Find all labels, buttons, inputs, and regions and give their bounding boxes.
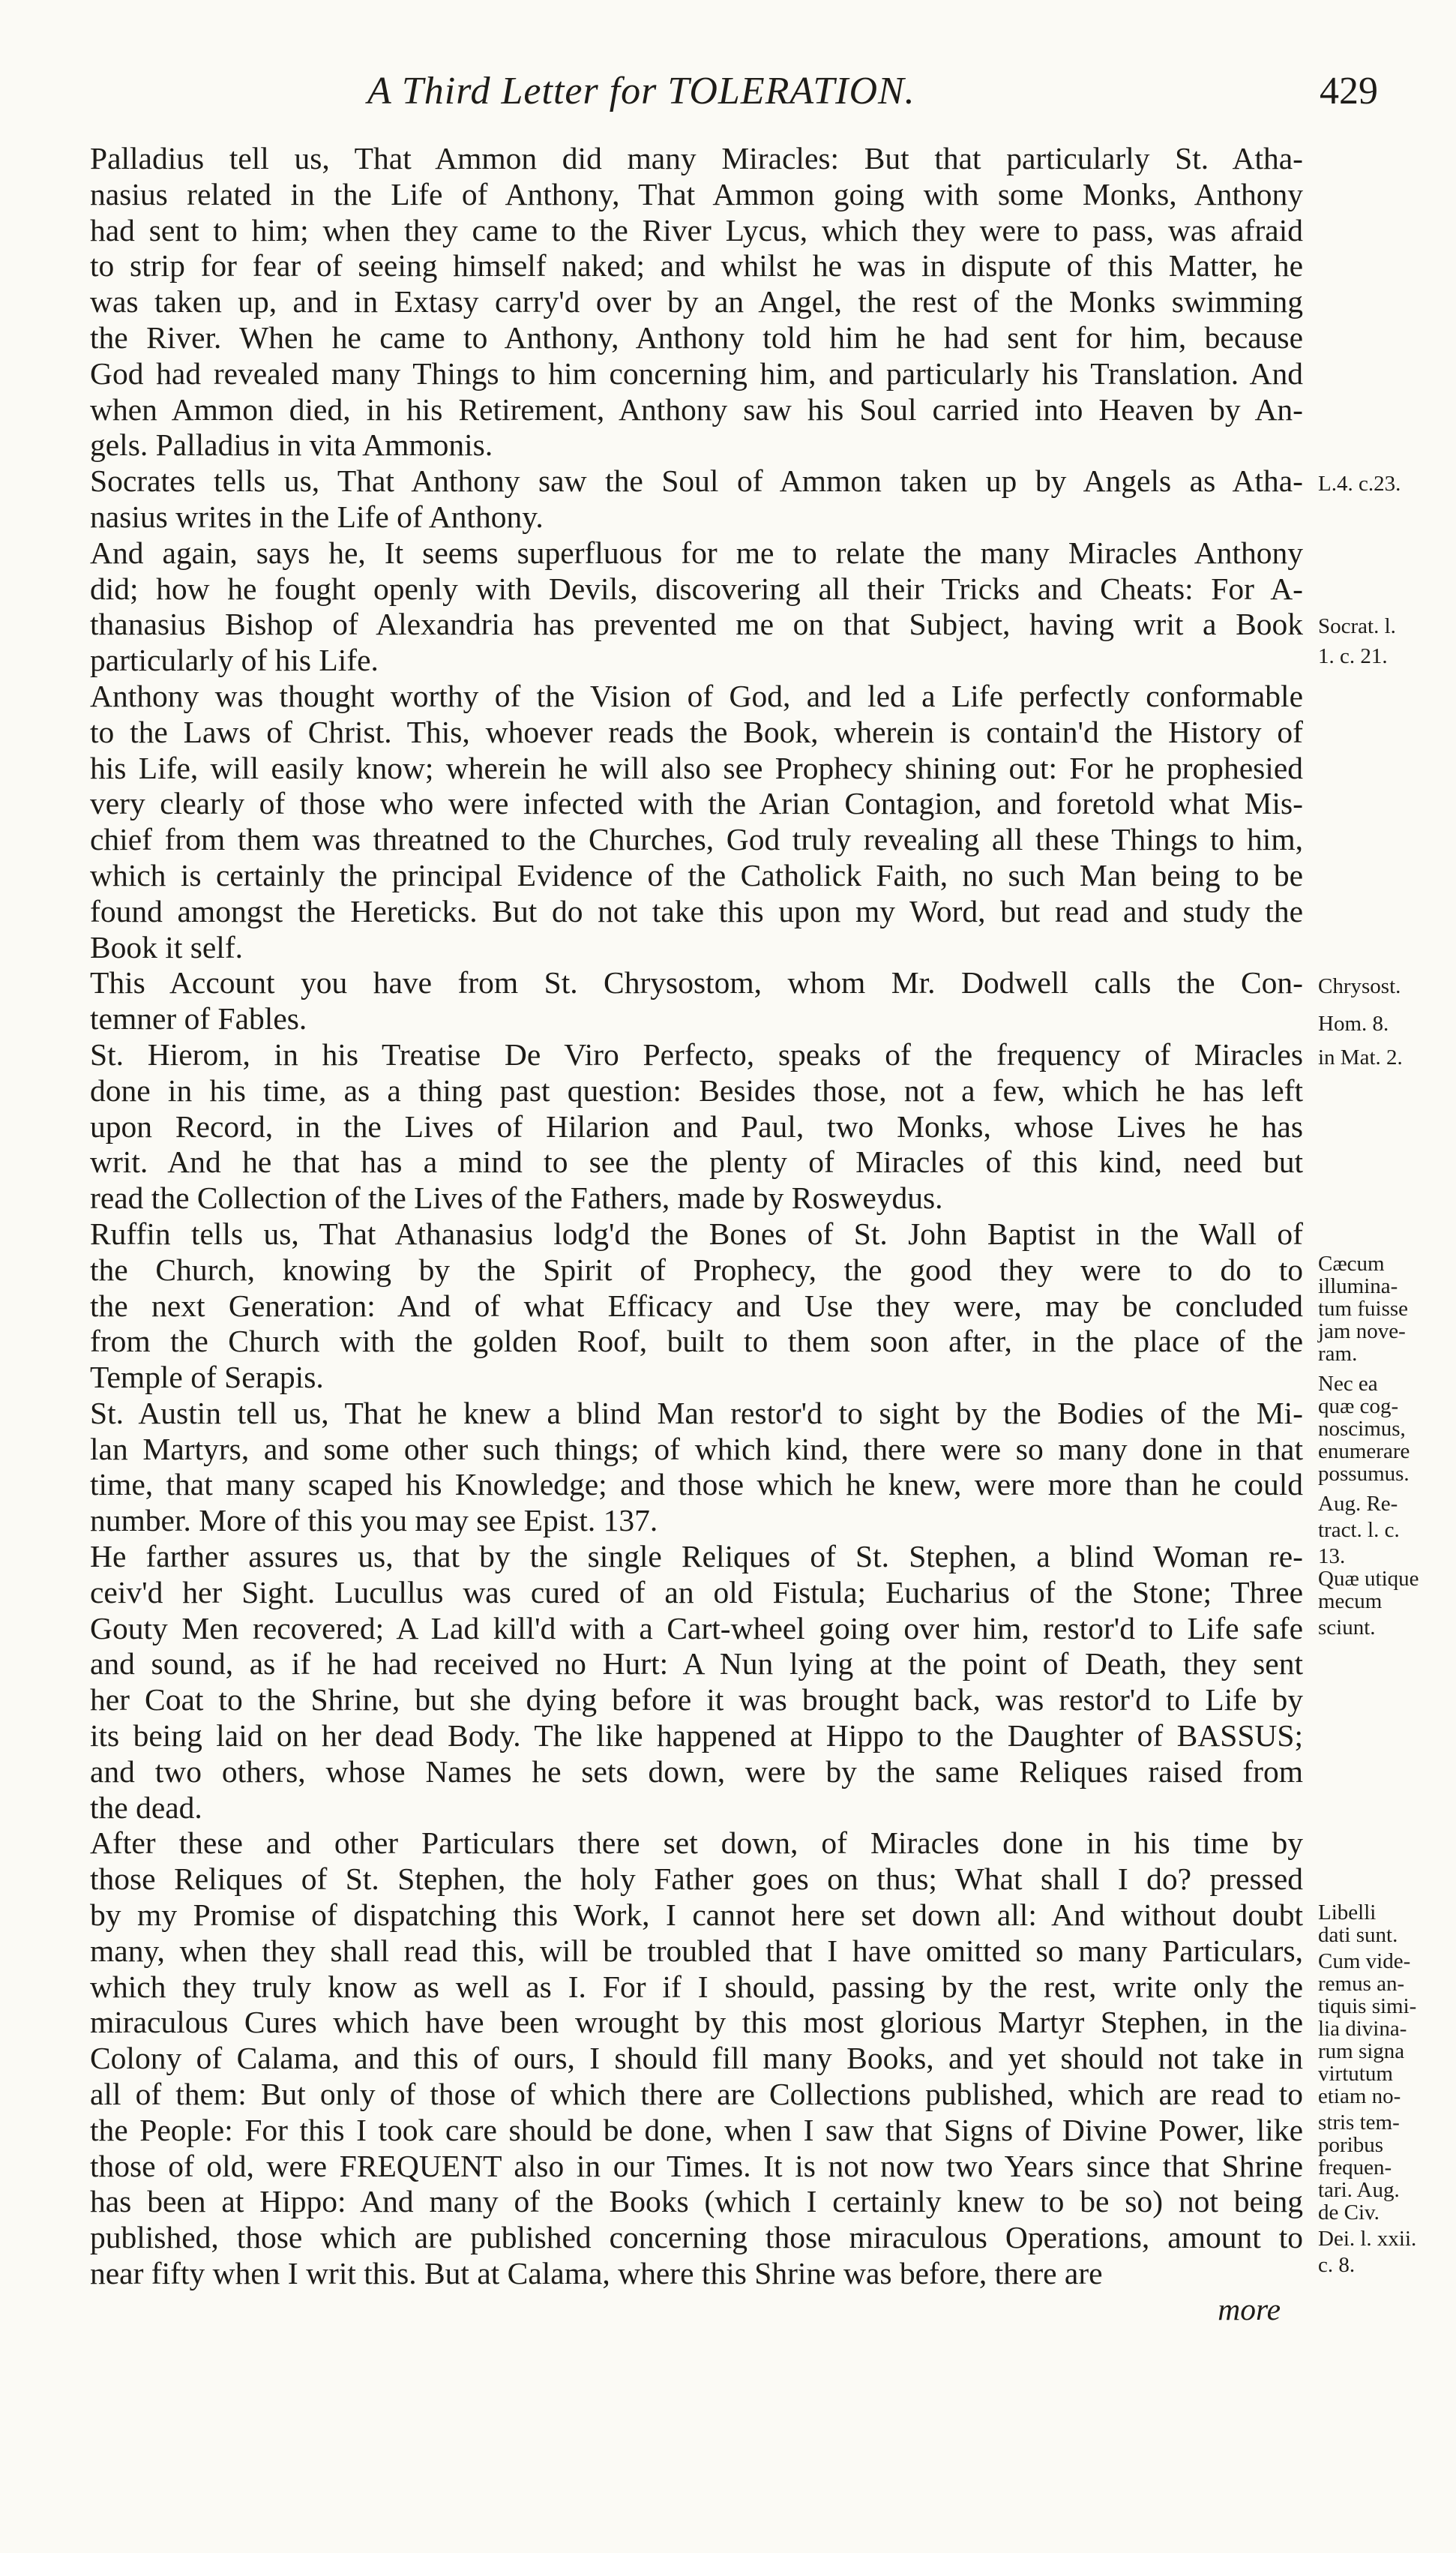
paragraph xyxy=(43,1216,1303,1396)
text-line: the Church, knowing by the Spirit of Prophecy, the good they were to do to xyxy=(90,1252,1303,1287)
margin-note: frequen- xyxy=(1318,2156,1392,2180)
margin-note: c. 8. xyxy=(1318,2253,1356,2277)
margin-note: tari. Aug. xyxy=(1318,2178,1400,2202)
text-line: Colony of Calama, and this of ours, I should fill many Books, and yet should not take in xyxy=(90,2041,1303,2076)
margin-note: 1. c. 21. xyxy=(1318,644,1388,668)
margin-note: jam nove- xyxy=(1318,1319,1406,1343)
text-line: lan Martyrs, and some other such things; of which kind, there were so many done in that xyxy=(90,1431,1303,1466)
text-line: Socrates tells us, That Anthony saw the Soul of Ammon taken up by Angels as Atha- xyxy=(90,464,1303,499)
text-line: published, those which are published concerning those miraculous Operations, amount to xyxy=(90,2220,1303,2255)
margin-note: Cum vide- xyxy=(1318,1949,1411,1973)
margin-note: tiquis simi- xyxy=(1318,1994,1417,2018)
margin-note: Quæ utique xyxy=(1318,1567,1419,1591)
margin-note: tract. l. c. xyxy=(1318,1518,1400,1542)
margin-note: ram. xyxy=(1318,1342,1358,1366)
text-line: to the Laws of Christ. This, whoever reads the Book, wherein is contain'd the History of xyxy=(90,714,1303,749)
running-title: A Third Letter for TOLERATION. xyxy=(367,70,915,112)
text-line: those of old, were FREQUENT also in our Times. It is not now two Years since that Shrine xyxy=(90,2148,1303,2183)
text-line: found amongst the Hereticks. But do not take this upon my Word, but read and study the xyxy=(90,893,1303,928)
text-line: was taken up, and in Extasy carry'd over by an Angel, the rest of the Monks swimming xyxy=(90,284,1303,320)
paragraph xyxy=(43,1826,1303,2291)
text-line: particularly of his Life. xyxy=(90,643,379,678)
text-line: nasius writes in the Life of Anthony. xyxy=(90,499,544,534)
text-line: miraculous Cures which have been wrought by this most glorious Martyr Stephen, in the xyxy=(90,2005,1303,2040)
text-line: After these and other Particulars there set down, of Miracles done in his time by xyxy=(90,1826,1303,1861)
margin-note: de Civ. xyxy=(1318,2200,1380,2224)
text-line: from the Church with the golden Roof, built to them soon after, in the place of the xyxy=(90,1324,1303,1359)
text-line: He farther assures us, that by the single Reliques of St. Stephen, a blind Woman re- xyxy=(90,1539,1303,1574)
margin-note: sciunt. xyxy=(1318,1616,1376,1640)
margin-note: Nec ea xyxy=(1318,1372,1378,1396)
text-line: those Reliques of St. Stephen, the holy Father goes on thus; What shall I do? pressed xyxy=(90,1862,1303,1897)
margin-note: stris tem- xyxy=(1318,2110,1400,2134)
margin-note: illumina- xyxy=(1318,1274,1398,1298)
text-line: This Account you have from St. Chrysostom, whom Mr. Dodwell calls the Con- xyxy=(90,965,1303,1000)
main-text xyxy=(43,141,1303,2511)
margin-note: etiam no- xyxy=(1318,2084,1401,2108)
text-line: gels. Palladius in vita Ammonis. xyxy=(90,428,493,463)
text-line: chief from them was threatned to the Churches, God truly revealing all these Things to him, xyxy=(90,822,1303,857)
text-line: temner of Fables. xyxy=(90,1001,307,1036)
margin-note: Hom. 8. xyxy=(1318,1012,1389,1036)
text-line: Anthony was thought worthy of the Vision of God, and led a Life perfectly conformable xyxy=(90,678,1303,713)
text-line: Gouty Men recovered; A Lad kill'd with a Cart-wheel going over him, restor'd to Life safe xyxy=(90,1610,1303,1646)
text-line: thanasius Bishop of Alexandria has prevented me on that Subject, having writ a Book xyxy=(90,607,1303,642)
text-line: writ. And he that has a mind to see the plenty of Miracles of this kind, need but xyxy=(90,1144,1303,1180)
text-line: time, that many scaped his Knowledge; and those which he knew, were more than he could xyxy=(90,1467,1303,1502)
text-line: Temple of Serapis. xyxy=(90,1360,324,1395)
margin-note: Socrat. l. xyxy=(1318,614,1396,638)
text-line: near fifty when I writ this. But at Calama, where this Shrine was before, there are xyxy=(90,2256,1103,2291)
text-line: did; how he fought openly with Devils, discovering all their Tricks and Cheats: For A- xyxy=(90,571,1303,606)
margin-note: L.4. c.23. xyxy=(1318,472,1401,496)
catchword: more xyxy=(1218,2291,1281,2326)
text-line: St. Hierom, in his Treatise De Viro Perfecto, speaks of the frequency of Miracles xyxy=(90,1036,1303,1072)
text-line: done in his time, as a thing past question: Besides those, not a few, which he has left xyxy=(90,1072,1303,1108)
text-line: had sent to him; when they came to the River Lycus, which they were to pass, was afraid xyxy=(90,212,1303,248)
paragraph xyxy=(43,464,1303,536)
margin-note: 13. xyxy=(1318,1544,1346,1568)
paragraph xyxy=(43,1037,1303,1216)
text-line: when Ammon died, in his Retirement, Anthony saw his Soul carried into Heaven by An- xyxy=(90,392,1303,427)
paragraph xyxy=(43,536,1303,679)
margin-note: rum signa xyxy=(1318,2039,1405,2063)
text-line: St. Austin tell us, That he knew a blind Man restor'd to sight by the Bodies of the Mi- xyxy=(90,1395,1303,1430)
margin-note: noscimus, xyxy=(1318,1417,1406,1441)
margin-note: Aug. Re- xyxy=(1318,1492,1398,1516)
text-line: number. More of this you may see Epist. 137. xyxy=(90,1503,658,1538)
paragraph xyxy=(43,1396,1303,1539)
margin-note: possumus. xyxy=(1318,1462,1410,1486)
text-line: ceiv'd her Sight. Lucullus was cured of an old Fistula; Eucharius of the Stone; Three xyxy=(90,1574,1303,1610)
text-line: and two others, whose Names he sets down, were by the same Reliques raised from xyxy=(90,1754,1303,1789)
margin-note: in Mat. 2. xyxy=(1318,1046,1403,1070)
margin-note: lia divina- xyxy=(1318,2017,1407,2041)
text-line: the dead. xyxy=(90,1790,202,1825)
text-line: read the Collection of the Lives of the Fathers, made by Rosweydus. xyxy=(90,1180,943,1216)
text-line: very clearly of those who were infected with the Arian Contagion, and foretold what Mis- xyxy=(90,786,1303,821)
text-line: her Coat to the Shrine, but she dying before it was brought back, was restor'd to Life by xyxy=(90,1682,1303,1718)
text-line: and sound, as if he had received no Hurt: A Nun lying at the point of Death, they sent xyxy=(90,1646,1303,1682)
margin-note: remus an- xyxy=(1318,1972,1405,1996)
page-number: 429 xyxy=(1320,70,1378,112)
text-line: Palladius tell us, That Ammon did many Miracles: But that particularly St. Atha- xyxy=(90,141,1303,176)
paragraph xyxy=(43,141,1303,464)
text-line: has been at Hippo: And many of the Books (which I certainly knew to be so) not being xyxy=(90,2184,1303,2219)
text-line: his Life, will easily know; wherein he will also see Prophecy shining out: For he prophesied xyxy=(90,750,1303,785)
text-line: nasius related in the Life of Anthony, That Ammon going with some Monks, Anthony xyxy=(90,176,1303,212)
text-line: upon Record, in the Lives of Hilarion and Paul, two Monks, whose Lives he has xyxy=(90,1108,1303,1144)
margin-note: virtutum xyxy=(1318,2062,1393,2086)
text-line: Ruffin tells us, That Athanasius lodg'd the Bones of St. John Baptist in the Wall of xyxy=(90,1216,1303,1251)
text-line: the next Generation: And of what Efficacy and Use they were, may be concluded xyxy=(90,1288,1303,1323)
margin-note: Chrysost. xyxy=(1318,974,1401,998)
margin-note: poribus xyxy=(1318,2133,1383,2157)
margin-note: tum fuisse xyxy=(1318,1297,1409,1321)
margin-note: enumerare xyxy=(1318,1439,1410,1463)
text-line: the River. When he came to Anthony, Anthony told him he had sent for him, because xyxy=(90,320,1303,355)
margin-note: Libelli xyxy=(1318,1900,1377,1924)
paragraph xyxy=(43,679,1303,965)
text-line: to strip for fear of seeing himself naked; and whilst he was in dispute of this Matter, he xyxy=(90,248,1303,284)
paragraph xyxy=(43,965,1303,1037)
text-line: God had revealed many Things to him concerning him, and particularly his Translation. And xyxy=(90,356,1303,391)
margin-note: Dei. l. xxii. xyxy=(1318,2227,1417,2251)
margin-note: Cæcum xyxy=(1318,1252,1385,1276)
text-line: its being laid on her dead Body. The like happened at Hippo to the Daughter of BASSUS; xyxy=(90,1718,1303,1754)
text-line: which is certainly the principal Evidence of the Catholick Faith, no such Man being to be xyxy=(90,857,1303,892)
text-line: Book it self. xyxy=(90,929,244,964)
margin-notes xyxy=(1318,0,1453,2553)
text-line: by my Promise of dispatching this Work, I cannot here set down all: And without doubt xyxy=(90,1898,1303,1933)
paragraph xyxy=(43,1539,1303,1826)
text-line: all of them: But only of those of which there are Collections published, which are read to xyxy=(90,2077,1303,2112)
text-line: many, when they shall read this, will be troubled that I have omitted so many Particulars, xyxy=(90,1933,1303,1968)
text-line: And again, says he, It seems superfluous for me to relate the many Miracles Anthony xyxy=(90,535,1303,570)
text-line: which they truly know as well as I. For if I should, passing by the rest, write only the xyxy=(90,1969,1303,2004)
margin-note: quæ cog- xyxy=(1318,1394,1399,1418)
text-line: the People: For this I took care should be done, when I saw that Signs of Divine Power, like xyxy=(90,2112,1303,2147)
margin-note: mecum xyxy=(1318,1589,1383,1613)
margin-note: dati sunt. xyxy=(1318,1923,1398,1947)
page-header xyxy=(0,69,1456,129)
